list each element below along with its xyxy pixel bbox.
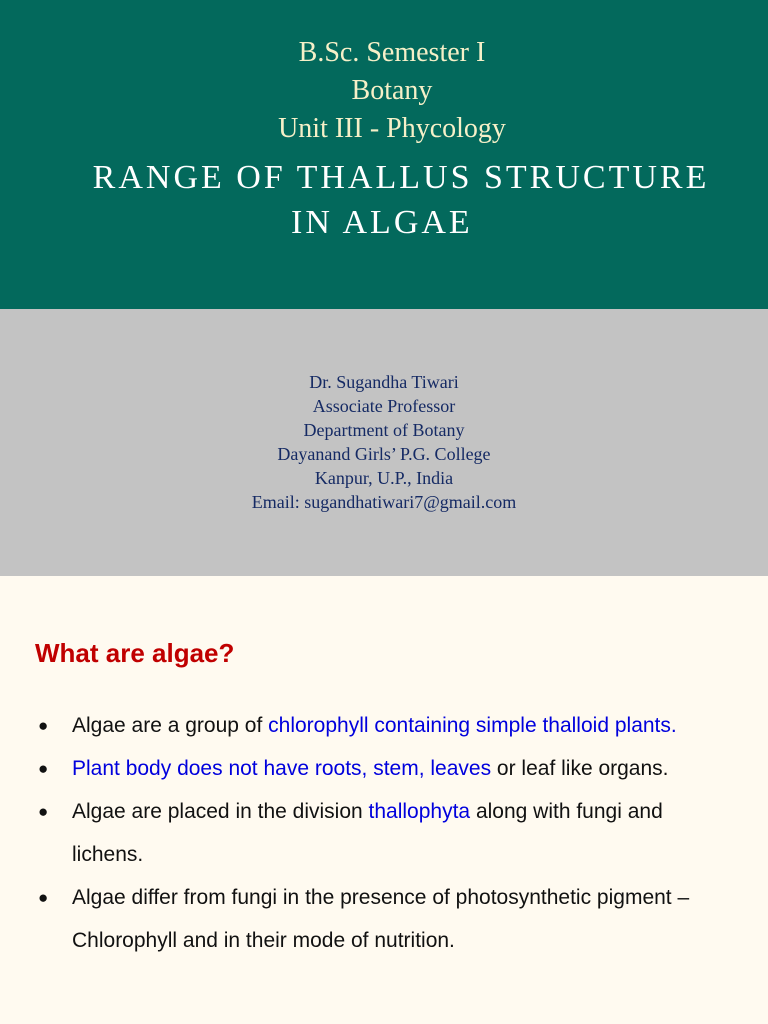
author-location: Kanpur, U.P., India — [314, 468, 454, 488]
author-position: Associate Professor — [312, 396, 456, 416]
author-info — [0, 370, 768, 514]
bullet-item — [0, 747, 768, 790]
course-subject: Botany — [351, 75, 433, 106]
bullet-plain-text: along with fungi and lichens. — [72, 800, 663, 866]
bullet-plain-text: Algae are placed in the division — [72, 800, 369, 823]
bullet-text — [0, 790, 768, 876]
author-email: Email: sugandhatiwari7@gmail.com — [251, 492, 517, 512]
bullet-item — [0, 790, 768, 876]
author-name: Dr. Sugandha Tiwari — [309, 372, 459, 392]
author-department: Department of Botany — [303, 420, 465, 440]
course-unit: Unit III - Phycology — [278, 113, 506, 144]
bullet-text — [0, 876, 768, 962]
bullet-dot-icon: ● — [38, 802, 49, 821]
bullet-dot-icon: ● — [38, 716, 49, 735]
bullet-highlight-text: chlorophyll containing simple thalloid — [268, 714, 610, 737]
bullet-highlight-text: thallophyta — [368, 800, 471, 823]
bullet-list — [0, 704, 768, 962]
bullet-dot-icon: ● — [38, 759, 49, 778]
bullet-text — [0, 704, 768, 747]
bullet-item — [0, 876, 768, 962]
title-slide — [0, 0, 768, 309]
bullet-plain-text: Algae are a group of — [72, 714, 269, 737]
bullet-highlight-text: plants. — [609, 714, 677, 737]
bullet-highlight-text: Plant body does not have roots, stem, leaves — [72, 757, 492, 780]
bullet-dot-icon: ● — [38, 888, 49, 907]
presentation-title-line-1: RANGE OF THALLUS STRUCTURE — [92, 159, 710, 196]
bullet-item — [0, 704, 768, 747]
presentation-title-line-2: IN ALGAE — [291, 204, 473, 241]
bullet-text — [0, 747, 768, 790]
content-slide — [0, 576, 768, 1024]
bullet-plain-text: Algae differ from fungi in the presence of photosynthetic pigment – Chlorophyll and in their mode of nutrition. — [72, 886, 690, 952]
author-info-band — [0, 309, 768, 576]
section-heading: What are algae? — [35, 638, 235, 668]
bullet-plain-text: or leaf like organs. — [491, 757, 669, 780]
author-college: Dayanand Girls’ P.G. College — [277, 444, 491, 464]
course-semester: B.Sc. Semester I — [298, 37, 486, 68]
